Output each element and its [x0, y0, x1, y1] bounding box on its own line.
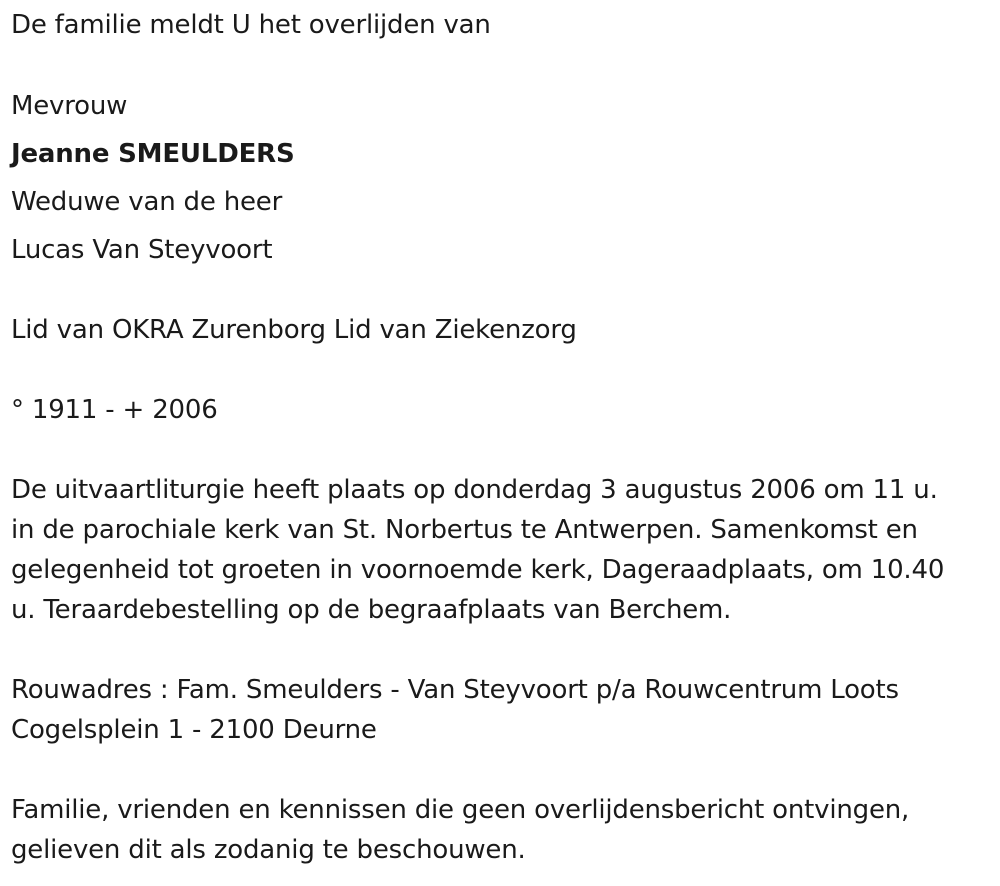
- closing-line: gelieven dit als zodanig te beschouwen.: [11, 835, 526, 865]
- memberships: Lid van OKRA Zurenborg Lid van Ziekenzorg: [11, 315, 577, 345]
- funeral-details: [11, 470, 986, 630]
- spouse-name: Lucas Van Steyvoort: [11, 235, 273, 265]
- funeral-line: u. Teraardebestelling op de begraafplaats van Berchem.: [11, 595, 732, 625]
- relation-text: Weduwe van de heer: [11, 187, 283, 217]
- address-line: Rouwadres : Fam. Smeulders - Van Steyvoort p/a Rouwcentrum Loots: [11, 675, 899, 705]
- closing-line: Familie, vrienden en kennissen die geen overlijdensbericht ontvingen,: [11, 795, 910, 825]
- funeral-line: in de parochiale kerk van St. Norbertus te Antwerpen. Samenkomst en: [11, 515, 918, 545]
- life-dates: ° 1911 - + 2006: [11, 395, 218, 425]
- closing-note: [11, 790, 986, 870]
- funeral-line: gelegenheid tot groeten in voornoemde kerk, Dageraadplaats, om 10.40: [11, 555, 945, 585]
- address-line: Cogelsplein 1 - 2100 Deurne: [11, 715, 377, 745]
- deceased-name: Jeanne SMEULDERS: [11, 139, 295, 169]
- salutation: Mevrouw: [11, 91, 128, 121]
- funeral-line: De uitvaartliturgie heeft plaats op donderdag 3 augustus 2006 om 11 u.: [11, 475, 938, 505]
- intro-text: De familie meldt U het overlijden van: [11, 10, 491, 40]
- mourning-address: [11, 670, 986, 750]
